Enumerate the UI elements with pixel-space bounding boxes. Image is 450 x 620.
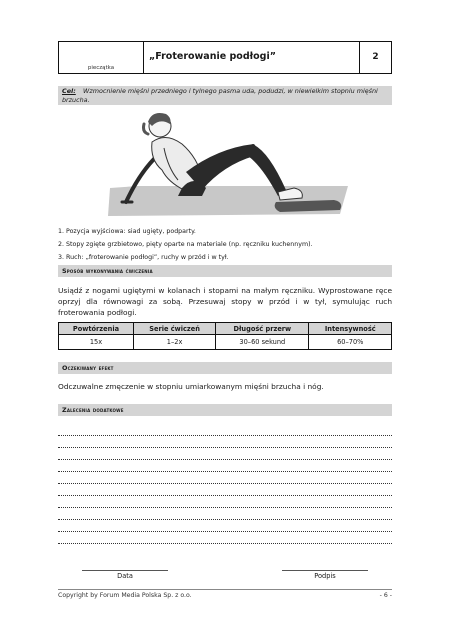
- dotted-line: [58, 543, 392, 544]
- method-text: Usiądź z nogami ugiętymi w kolanach i stopami na małym ręczniku. Wyprostowane ręce oprzyj dla równowagi za sobą. Przesuwaj stopy w przód i w tył, symulując ruch froterowania podłogi.: [58, 286, 392, 317]
- date-line: [82, 570, 168, 571]
- goal-box: [58, 86, 392, 105]
- dotted-line: [58, 519, 392, 520]
- dotted-line: [58, 435, 392, 436]
- step-item: 2. Stopy zgięte grzbietowo, pięty oparte na materiale (np. ręczniku kuchennym).: [58, 240, 313, 248]
- effect-text: Odczuwalne zmęczenie w stopniu umiarkowanym mięśni brzucha i nóg.: [58, 382, 324, 391]
- step-item: 3. Ruch: „froterowanie podłogi”, ruchy w przód i w tył.: [58, 253, 229, 261]
- parameters-table: [58, 322, 392, 350]
- table-header: Powtórzenia: [59, 323, 134, 335]
- footer-page-number: - 6 -: [379, 592, 392, 599]
- table-row: [59, 335, 392, 350]
- recommendations-heading: Zalecenia dodatkowe: [58, 404, 392, 416]
- table-cell: 60–70%: [309, 335, 392, 350]
- exercise-title: „Froterowanie podłogi”: [144, 42, 360, 73]
- goal-text: Wzmocnienie mięśni przedniego i tylnego pasma uda, podudzi, w niewielkim stopniu mięśni brzucha.: [62, 87, 378, 104]
- effect-heading: Oczekiwany efekt: [58, 362, 392, 374]
- dotted-line: [58, 531, 392, 532]
- dotted-line: [58, 459, 392, 460]
- dotted-line: [58, 507, 392, 508]
- table-cell: 30–60 sekund: [216, 335, 309, 350]
- dotted-line: [58, 471, 392, 472]
- step-item: 1. Pozycja wyjściowa: siad ugięty, podparty.: [58, 228, 196, 235]
- table-cell: 15x: [59, 335, 134, 350]
- signature-label: Podpis: [314, 572, 336, 580]
- footer-divider: [58, 589, 392, 590]
- dotted-line: [58, 495, 392, 496]
- exercise-number: 2: [372, 52, 379, 62]
- date-label: Data: [117, 572, 133, 580]
- table-header: Długość przerw: [216, 323, 309, 335]
- seated-exercise-illustration: [108, 110, 356, 228]
- signature-line: [282, 570, 368, 571]
- table-cell: 1–2x: [133, 335, 215, 350]
- table-header: Serie ćwiczeń: [133, 323, 215, 335]
- stamp-box: [59, 42, 144, 73]
- method-heading: Sposób wykonywania ćwiczenia: [58, 265, 392, 277]
- stamp-label: pieczątka: [87, 65, 115, 71]
- header-table: [58, 41, 392, 74]
- dotted-line: [58, 483, 392, 484]
- goal-label: Cel:: [62, 87, 76, 95]
- footer-copyright: Copyright by Forum Media Polska Sp. z o.o.: [58, 592, 192, 599]
- table-header: Intensywność: [309, 323, 392, 335]
- exercise-steps: [58, 226, 398, 264]
- towel: [275, 200, 341, 212]
- dotted-line: [58, 447, 392, 448]
